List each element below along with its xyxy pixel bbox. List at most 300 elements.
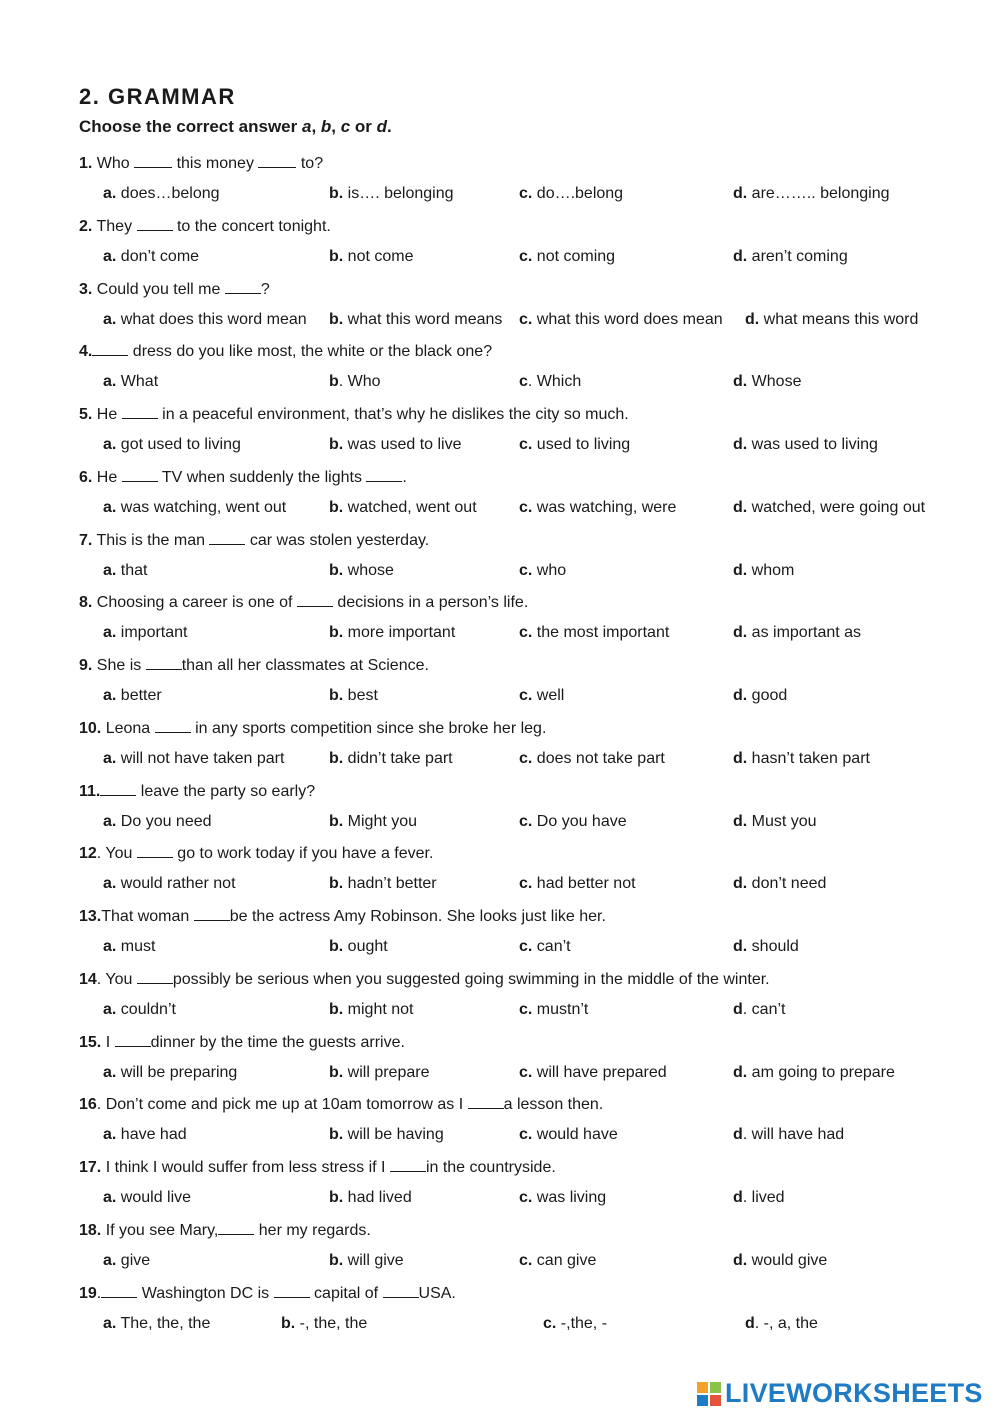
option-c <box>519 1000 588 1020</box>
question-number: 1. <box>79 155 93 172</box>
option-text: The, the, the <box>116 1315 211 1332</box>
option-letter: d. <box>733 1064 748 1081</box>
answer-blank <box>274 1283 310 1298</box>
option-letter: c. <box>519 875 533 892</box>
option-text: . -, a, the <box>754 1315 818 1332</box>
option-text: what this word does mean <box>532 311 723 328</box>
question-10 <box>79 718 546 739</box>
option-letter: b. <box>329 1001 344 1018</box>
option-letter: a. <box>103 1189 117 1206</box>
answer-blank <box>122 467 158 482</box>
answer-blank <box>218 1220 254 1235</box>
option-text: ought <box>343 938 388 955</box>
option-a <box>103 812 212 832</box>
option-letter: a. <box>103 750 117 767</box>
option-letter: d <box>733 1189 743 1206</box>
question-text: go to work today if you have a fever. <box>172 845 434 862</box>
option-letter: b. <box>329 248 344 265</box>
option-text: was living <box>532 1189 607 1206</box>
option-text: is…. belonging <box>343 185 454 202</box>
option-text: do….belong <box>532 185 624 202</box>
option-letter: b. <box>329 875 344 892</box>
question-text: ? <box>260 281 270 298</box>
answer-blank <box>383 1283 419 1298</box>
option-text: didn’t take part <box>343 750 453 767</box>
question-text: USA. <box>418 1285 456 1302</box>
question-text: in the countryside. <box>425 1159 556 1176</box>
answer-blank <box>468 1094 504 1109</box>
option-letter: b. <box>329 499 344 516</box>
option-text: as important as <box>747 624 862 641</box>
question-18 <box>79 1220 371 1241</box>
section-heading: 2. GRAMMAR <box>79 84 236 109</box>
option-text: Do you have <box>532 813 627 830</box>
question-11 <box>79 781 315 802</box>
option-text: got used to living <box>116 436 241 453</box>
question-15 <box>79 1032 405 1053</box>
option-text: give <box>116 1252 151 1269</box>
option-letter: a. <box>103 938 117 955</box>
option-text: watched, were going out <box>747 499 926 516</box>
option-letter: c. <box>519 938 533 955</box>
option-a <box>103 310 307 330</box>
option-text: -,the, - <box>556 1315 608 1332</box>
question-text: decisions in a person’s life. <box>332 594 529 611</box>
option-letter: d. <box>745 311 760 328</box>
question-text: Could you tell me <box>92 281 225 298</box>
option-d <box>745 310 918 330</box>
option-text: whose <box>343 562 394 579</box>
option-letter: b. <box>281 1315 296 1332</box>
question-text: They <box>92 218 137 235</box>
option-text: whom <box>747 562 795 579</box>
option-text: must <box>116 938 156 955</box>
option-letter: a. <box>103 436 117 453</box>
option-d <box>733 937 799 957</box>
option-text: couldn’t <box>116 1001 176 1018</box>
option-letter: a. <box>103 1252 117 1269</box>
option-text: Might you <box>343 813 418 830</box>
option-letter: a. <box>103 1315 117 1332</box>
option-letter: d. <box>733 624 748 641</box>
question-1 <box>79 153 323 174</box>
option-b <box>281 1314 367 1334</box>
question-9 <box>79 655 429 676</box>
answer-blank <box>194 906 230 921</box>
option-letter: b. <box>329 436 344 453</box>
option-text: will prepare <box>343 1064 430 1081</box>
option-letter: b. <box>329 1189 344 1206</box>
question-text: be the actress Amy Robinson. She looks just like her. <box>229 908 606 925</box>
question-text: Washington DC is <box>137 1285 274 1302</box>
option-letter: b. <box>329 311 344 328</box>
question-number: 7. <box>79 532 93 549</box>
option-letter: c. <box>519 499 533 516</box>
option-c <box>519 812 627 832</box>
option-d <box>733 812 817 832</box>
question-number: 5. <box>79 406 93 423</box>
option-a <box>103 937 155 957</box>
answer-blank <box>155 718 191 733</box>
option-text: Whose <box>747 373 802 390</box>
question-text: . Don’t come and pick me up at 10am tomorrow as I <box>96 1096 468 1113</box>
option-d <box>733 1251 827 1271</box>
option-d <box>733 686 787 706</box>
question-text: This is the man <box>92 532 210 549</box>
question-number: 11. <box>79 783 101 800</box>
answer-blank <box>92 341 128 356</box>
option-c <box>519 874 636 894</box>
option-letter: c. <box>519 1001 533 1018</box>
question-number: 16 <box>79 1096 97 1113</box>
option-letter: c. <box>519 311 533 328</box>
option-text: who <box>532 562 567 579</box>
option-text: not come <box>343 248 414 265</box>
option-text: might not <box>343 1001 414 1018</box>
option-c <box>519 623 669 643</box>
question-number: 13. <box>79 908 102 925</box>
option-letter: b. <box>329 687 344 704</box>
question-text: this money <box>172 155 259 172</box>
question-6 <box>79 467 407 488</box>
option-text: was used to live <box>343 436 462 453</box>
option-text: don’t come <box>116 248 200 265</box>
option-text: -, the, the <box>295 1315 368 1332</box>
option-text: important <box>116 624 188 641</box>
option-letter: b. <box>329 750 344 767</box>
option-c <box>519 435 630 455</box>
question-number: 15. <box>79 1034 102 1051</box>
option-b <box>329 310 502 330</box>
option-a <box>103 435 241 455</box>
question-text: He <box>92 469 122 486</box>
answer-blank <box>101 1283 137 1298</box>
option-text: will have prepared <box>532 1064 667 1081</box>
option-c <box>519 184 623 204</box>
option-letter: a. <box>103 875 117 892</box>
option-letter: d. <box>733 562 748 579</box>
option-text: best <box>343 687 378 704</box>
question-text: He <box>92 406 122 423</box>
option-text: What <box>116 373 159 390</box>
question-number: 17. <box>79 1159 102 1176</box>
question-text: TV when suddenly the lights <box>157 469 367 486</box>
option-letter: a. <box>103 248 117 265</box>
option-text: was watching, went out <box>116 499 287 516</box>
option-b <box>329 435 462 455</box>
option-c <box>519 1125 618 1145</box>
option-b <box>329 372 381 392</box>
option-d <box>733 435 878 455</box>
option-letter: c. <box>519 1252 533 1269</box>
option-a <box>103 247 199 267</box>
option-d <box>733 749 870 769</box>
option-d <box>733 623 861 643</box>
question-text: Choosing a career is one of <box>92 594 297 611</box>
option-letter: b. <box>329 1064 344 1081</box>
option-d <box>745 1314 818 1334</box>
question-8 <box>79 592 528 613</box>
question-5 <box>79 404 629 425</box>
option-a <box>103 1125 187 1145</box>
question-text: Leona <box>101 720 155 737</box>
option-b <box>329 686 378 706</box>
option-text: don’t need <box>747 875 827 892</box>
question-text: . <box>96 1285 102 1302</box>
question-number: 9. <box>79 657 93 674</box>
option-text: would have <box>532 1126 618 1143</box>
question-text: capital of <box>309 1285 383 1302</box>
option-letter: d. <box>733 875 748 892</box>
option-letter: b <box>329 373 339 390</box>
option-letter: c. <box>519 248 533 265</box>
option-letter: a. <box>103 1126 117 1143</box>
option-b <box>329 247 413 267</box>
option-a <box>103 623 187 643</box>
option-letter: c <box>519 373 528 390</box>
option-letter: d. <box>733 248 748 265</box>
option-text: that <box>116 562 148 579</box>
option-b <box>329 874 437 894</box>
question-text: to the concert tonight. <box>172 218 331 235</box>
option-d <box>733 372 801 392</box>
option-b <box>329 184 454 204</box>
option-a <box>103 1188 191 1208</box>
option-text: hadn’t better <box>343 875 437 892</box>
option-c <box>519 310 723 330</box>
question-4 <box>79 341 492 362</box>
question-text: I <box>101 1034 115 1051</box>
logo-square-2 <box>710 1382 721 1393</box>
option-text: does…belong <box>116 185 220 202</box>
option-c <box>519 372 581 392</box>
option-letter: b. <box>329 813 344 830</box>
option-b <box>329 561 394 581</box>
answer-blank <box>115 1032 151 1047</box>
answer-blank <box>137 843 173 858</box>
option-d <box>733 498 925 518</box>
option-d <box>733 1000 785 1020</box>
option-text: Must you <box>747 813 817 830</box>
option-a <box>103 1000 176 1020</box>
question-text: possibly be serious when you suggested going swimming in the middle of the winter. <box>172 971 770 988</box>
option-text: was watching, were <box>532 499 677 516</box>
option-text: used to living <box>532 436 631 453</box>
answer-blank <box>134 153 172 168</box>
question-number: 3. <box>79 281 93 298</box>
option-letter: d. <box>733 1252 748 1269</box>
option-a <box>103 749 284 769</box>
option-letter: d. <box>733 436 748 453</box>
answer-blank <box>366 467 402 482</box>
option-letter: b. <box>329 1252 344 1269</box>
option-c <box>519 937 571 957</box>
option-b <box>329 1000 413 1020</box>
option-a <box>103 498 286 518</box>
question-17 <box>79 1157 556 1178</box>
option-b <box>329 1063 429 1083</box>
question-text: . <box>402 469 407 486</box>
option-text: . lived <box>742 1189 785 1206</box>
option-a <box>103 686 162 706</box>
option-letter: b. <box>329 562 344 579</box>
option-letter: d <box>733 1001 743 1018</box>
option-text: will not have taken part <box>116 750 285 767</box>
question-number: 12 <box>79 845 97 862</box>
option-letter: a. <box>103 373 117 390</box>
option-letter: b. <box>329 1126 344 1143</box>
option-letter: d. <box>733 813 748 830</box>
option-text: what this word means <box>343 311 503 328</box>
option-a <box>103 372 158 392</box>
answer-blank <box>209 530 245 545</box>
option-letter: a. <box>103 499 117 516</box>
question-16 <box>79 1094 603 1115</box>
logo-text: LIVEWORKSHEETS <box>725 1378 983 1408</box>
option-d <box>733 1125 844 1145</box>
option-d <box>733 184 890 204</box>
option-c <box>543 1314 607 1334</box>
option-text: good <box>747 687 788 704</box>
question-text: in a peaceful environment, that’s why he dislikes the city so much. <box>157 406 629 423</box>
option-text: had lived <box>343 1189 412 1206</box>
option-letter: c. <box>519 562 533 579</box>
option-text: . can’t <box>742 1001 786 1018</box>
option-letter: c. <box>519 1064 533 1081</box>
option-letter: c. <box>519 813 533 830</box>
question-number: 10. <box>79 720 102 737</box>
option-b <box>329 1188 412 1208</box>
option-text: will be having <box>343 1126 444 1143</box>
option-letter: c. <box>519 185 533 202</box>
option-d <box>733 561 794 581</box>
question-2 <box>79 216 331 237</box>
question-12 <box>79 843 433 864</box>
answer-blank <box>137 216 173 231</box>
question-19 <box>79 1283 456 1304</box>
option-letter: c. <box>519 1189 533 1206</box>
question-number: 4. <box>79 343 93 360</box>
question-text: She is <box>92 657 146 674</box>
option-letter: d <box>745 1315 755 1332</box>
option-letter: c. <box>543 1315 557 1332</box>
question-7 <box>79 530 429 551</box>
option-b <box>329 937 388 957</box>
option-b <box>329 812 417 832</box>
answer-blank <box>390 1157 426 1172</box>
answer-blank <box>100 781 136 796</box>
option-text: would live <box>116 1189 192 1206</box>
option-a <box>103 1314 210 1334</box>
option-text: would rather not <box>116 875 236 892</box>
liveworksheets-logo <box>697 1378 983 1409</box>
option-letter: d <box>733 1126 743 1143</box>
option-d <box>733 1063 895 1083</box>
question-text: . You <box>96 971 137 988</box>
question-text: a lesson then. <box>503 1096 604 1113</box>
option-text: will be preparing <box>116 1064 238 1081</box>
option-text: well <box>532 687 565 704</box>
option-c <box>519 247 615 267</box>
logo-square-1 <box>697 1382 708 1393</box>
option-d <box>733 247 848 267</box>
option-a <box>103 874 236 894</box>
question-3 <box>79 279 270 300</box>
option-letter: d. <box>733 938 748 955</box>
question-number: 19 <box>79 1285 97 1302</box>
option-letter: b. <box>329 185 344 202</box>
option-d <box>733 874 826 894</box>
question-number: 8. <box>79 594 93 611</box>
option-letter: a. <box>103 1001 117 1018</box>
option-text: . Which <box>527 373 582 390</box>
option-c <box>519 686 564 706</box>
option-text: what means this word <box>759 311 919 328</box>
question-number: 14 <box>79 971 97 988</box>
option-letter: b. <box>329 938 344 955</box>
option-letter: d. <box>733 750 748 767</box>
option-c <box>519 498 676 518</box>
option-letter: c. <box>519 1126 533 1143</box>
question-text: If you see Mary, <box>101 1222 219 1239</box>
option-text: mustn’t <box>532 1001 589 1018</box>
option-text: watched, went out <box>343 499 477 516</box>
question-text: her my regards. <box>254 1222 371 1239</box>
option-text: what does this word mean <box>116 311 307 328</box>
option-letter: d. <box>733 373 748 390</box>
option-text: aren’t coming <box>747 248 848 265</box>
option-letter: c. <box>519 750 533 767</box>
logo-square-4 <box>710 1395 721 1406</box>
question-text: Who <box>92 155 135 172</box>
question-number: 2. <box>79 218 93 235</box>
logo-square-3 <box>697 1395 708 1406</box>
answer-blank <box>297 592 333 607</box>
option-letter: b. <box>329 624 344 641</box>
option-text: can’t <box>532 938 571 955</box>
option-text: does not take part <box>532 750 665 767</box>
option-text: would give <box>747 1252 828 1269</box>
answer-blank <box>225 279 261 294</box>
option-a <box>103 561 147 581</box>
answer-blank <box>122 404 158 419</box>
instruction: Choose the correct answer a, b, c or d. <box>79 117 392 136</box>
question-number: 18. <box>79 1222 102 1239</box>
option-letter: a. <box>103 311 117 328</box>
logo-mark-icon <box>697 1382 721 1406</box>
option-text: should <box>747 938 799 955</box>
option-c <box>519 1251 596 1271</box>
answer-blank <box>137 969 173 984</box>
question-text: . You <box>96 845 137 862</box>
option-letter: a. <box>103 562 117 579</box>
question-text: car was stolen yesterday. <box>245 532 430 549</box>
question-14 <box>79 969 770 990</box>
option-a <box>103 184 220 204</box>
option-c <box>519 1188 606 1208</box>
option-b <box>329 623 455 643</box>
question-text: That woman <box>101 908 194 925</box>
answer-blank <box>258 153 296 168</box>
option-text: more important <box>343 624 456 641</box>
option-text: are…….. belonging <box>747 185 890 202</box>
option-letter: a. <box>103 813 117 830</box>
question-number: 6. <box>79 469 93 486</box>
option-letter: d. <box>733 185 748 202</box>
option-letter: d. <box>733 499 748 516</box>
question-text: leave the party so early? <box>136 783 316 800</box>
question-text: I think I would suffer from less stress if I <box>101 1159 390 1176</box>
